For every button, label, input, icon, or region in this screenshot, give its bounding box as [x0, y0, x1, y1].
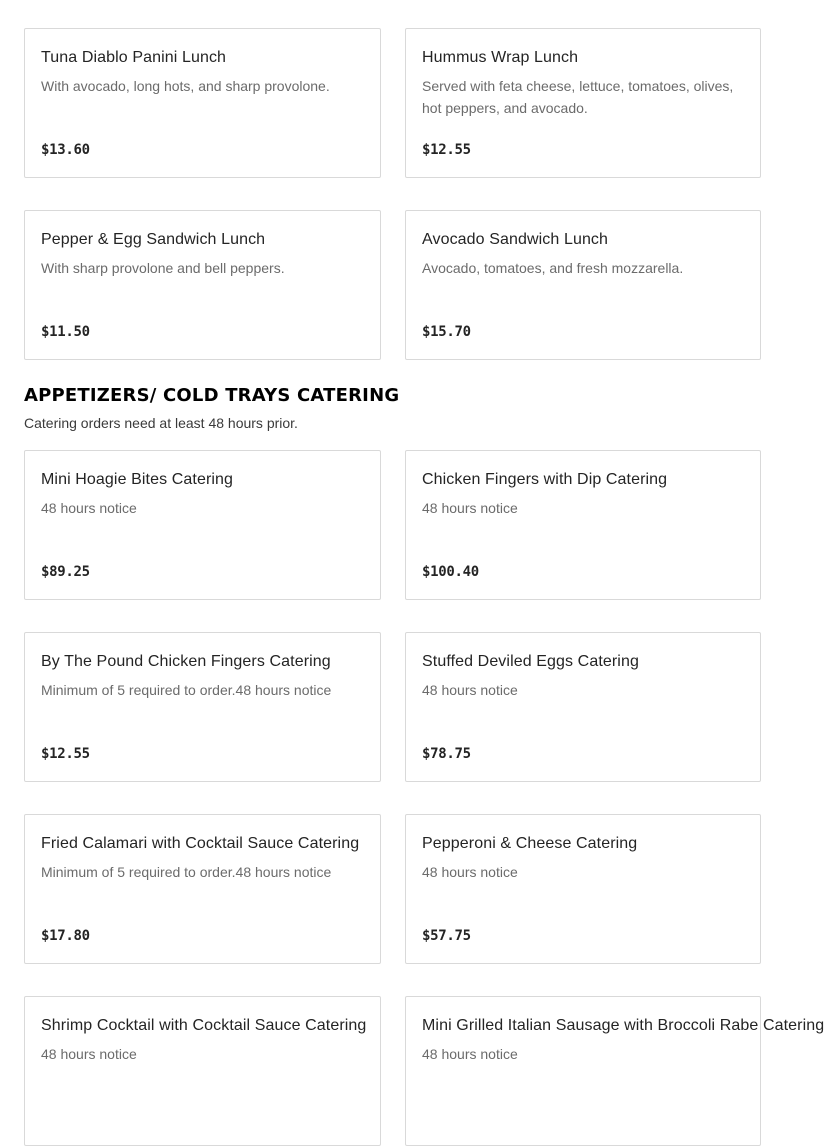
menu-item-card[interactable] — [405, 996, 824, 1146]
menu-item-card[interactable] — [24, 450, 381, 600]
catering-section-header — [24, 384, 761, 434]
menu-item-description: With sharp provolone and bell peppers. — [41, 260, 285, 276]
menu-item-card[interactable] — [24, 28, 381, 178]
menu-item-card[interactable] — [24, 996, 381, 1146]
menu-item-card[interactable] — [405, 210, 761, 360]
menu-item-description: Minimum of 5 required to order.48 hours notice — [41, 682, 332, 698]
menu-item-name: Pepper & Egg Sandwich Lunch — [41, 231, 266, 248]
menu-item-name: Mini Hoagie Bites Catering — [41, 471, 234, 488]
menu-item-card[interactable] — [24, 632, 381, 782]
menu-item-price: $13.60 — [41, 142, 90, 158]
menu-item-description: With avocado, long hots, and sharp provolone. — [41, 78, 330, 94]
menu-item-price: $89.25 — [41, 564, 90, 580]
menu-item-price: $15.70 — [422, 324, 471, 340]
section-subtitle: Catering orders need at least 48 hours prior. — [24, 415, 298, 431]
section-title: APPETIZERS/ COLD TRAYS CATERING — [24, 385, 400, 406]
menu-item-card[interactable] — [405, 28, 761, 178]
catering-items-grid — [24, 450, 824, 1146]
menu-item-price: $78.75 — [422, 746, 471, 762]
menu-item-description: 48 hours notice — [41, 500, 137, 516]
menu-item-description: Minimum of 5 required to order.48 hours notice — [41, 864, 332, 880]
menu-item-name: Shrimp Cocktail with Cocktail Sauce Catering — [41, 1017, 367, 1034]
menu-item-price: $100.40 — [422, 564, 479, 580]
menu-item-description: 48 hours notice — [41, 1046, 137, 1062]
menu-item-card[interactable] — [24, 210, 381, 360]
menu-item-name: Mini Grilled Italian Sausage with Broccoli Rabe Catering — [422, 1017, 824, 1034]
menu-item-description: 48 hours notice — [422, 1046, 518, 1062]
menu-item-name: Hummus Wrap Lunch — [422, 49, 579, 66]
menu-item-name: By The Pound Chicken Fingers Catering — [41, 653, 331, 670]
menu-item-price: $12.55 — [422, 142, 471, 158]
menu-item-description: Avocado, tomatoes, and fresh mozzarella. — [422, 260, 684, 276]
menu-item-price: $57.75 — [422, 928, 471, 944]
menu-item-description: 48 hours notice — [422, 500, 518, 516]
menu-item-name: Chicken Fingers with Dip Catering — [422, 471, 668, 488]
menu-item-description: 48 hours notice — [422, 682, 518, 698]
menu-item-card[interactable] — [405, 450, 761, 600]
menu-item-price: $12.55 — [41, 746, 90, 762]
menu-item-description: Served with feta cheese, lettuce, tomatoes, olives, hot peppers, and avocado. — [422, 78, 734, 116]
menu-item-card[interactable] — [405, 814, 761, 964]
menu-item-name: Stuffed Deviled Eggs Catering — [422, 653, 639, 670]
menu-item-price: $11.50 — [41, 324, 90, 340]
menu-item-description: 48 hours notice — [422, 864, 518, 880]
menu-item-name: Tuna Diablo Panini Lunch — [41, 49, 227, 66]
menu-item-name: Pepperoni & Cheese Catering — [422, 835, 638, 852]
menu-item-card[interactable] — [24, 814, 381, 964]
menu-item-card[interactable] — [405, 632, 761, 782]
menu-item-name: Fried Calamari with Cocktail Sauce Catering — [41, 835, 360, 852]
lunch-items-grid — [24, 28, 761, 360]
menu-item-name: Avocado Sandwich Lunch — [422, 231, 609, 248]
menu-item-price: $17.80 — [41, 928, 90, 944]
